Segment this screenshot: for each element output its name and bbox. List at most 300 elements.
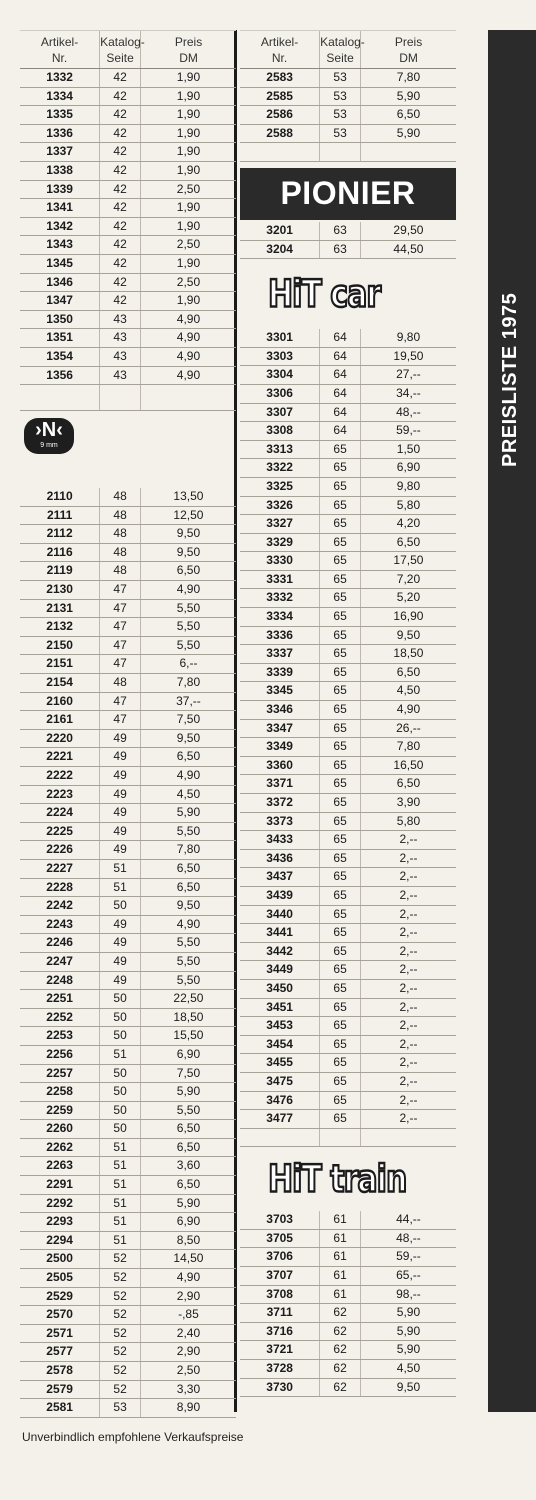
artikel-nr-cell: 1347 (46, 293, 73, 308)
katalog-seite-cell: 49 (99, 804, 140, 822)
preis-dm-cell: 4,50 (360, 1360, 456, 1378)
artikel-nr-cell: 2130 (46, 582, 73, 597)
artikel-nr-cell: 3329 (266, 534, 293, 549)
table-row (20, 1362, 236, 1381)
n-scale-letter: ›N‹ (35, 419, 63, 441)
table-row (240, 720, 456, 739)
katalog-seite-cell: 63 (319, 222, 360, 240)
table-row (20, 329, 236, 348)
katalog-seite-cell: 65 (319, 608, 360, 626)
preis-dm-cell: 3,60 (140, 1157, 236, 1175)
katalog-seite-cell: 65 (319, 924, 360, 942)
preis-dm-cell: 4,90 (140, 367, 236, 385)
preis-dm-cell: 4,90 (140, 348, 236, 366)
artikel-nr-cell: 3441 (266, 925, 293, 940)
table-row (20, 823, 236, 842)
preis-dm-cell: 2,-- (360, 1110, 456, 1128)
preis-dm-cell: 9,50 (140, 730, 236, 748)
katalog-seite-cell: 65 (319, 515, 360, 533)
table-row (240, 943, 456, 962)
artikel-nr-cell: 3301 (266, 330, 293, 345)
table-row (240, 813, 456, 832)
katalog-seite-cell: 49 (99, 841, 140, 859)
table-row (20, 637, 236, 656)
katalog-seite-cell: 49 (99, 786, 140, 804)
table-row (240, 329, 456, 348)
preis-dm-cell: 2,-- (360, 980, 456, 998)
table-row (20, 311, 236, 330)
artikel-nr-cell: 2263 (46, 1158, 73, 1173)
katalog-seite-cell: 51 (99, 1139, 140, 1157)
artikel-nr-cell: 3349 (266, 739, 293, 754)
preis-dm-cell: 5,90 (360, 1304, 456, 1322)
katalog-seite-cell: 63 (319, 241, 360, 259)
katalog-seite-cell: 61 (319, 1230, 360, 1248)
preis-dm-cell: 2,-- (360, 999, 456, 1017)
preis-dm-cell: 4,90 (140, 311, 236, 329)
n-scale-gauge: 9 mm (40, 442, 58, 449)
katalog-seite-cell: 50 (99, 1083, 140, 1101)
preis-dm-cell: 2,-- (360, 1017, 456, 1035)
katalog-seite-cell: 52 (99, 1343, 140, 1361)
header-preis: Preis DM (140, 31, 236, 68)
hit-train-rows (240, 1211, 456, 1397)
table-row (240, 222, 456, 241)
preis-dm-cell: 2,-- (360, 831, 456, 849)
table-row (20, 69, 236, 88)
preis-dm-cell: 7,80 (140, 674, 236, 692)
artikel-nr-cell: 2225 (46, 823, 73, 838)
artikel-nr-cell: 3332 (266, 590, 293, 605)
table-row (240, 1267, 456, 1286)
preis-dm-cell: 18,50 (140, 1009, 236, 1027)
table-row (20, 748, 236, 767)
table-row (240, 999, 456, 1018)
artikel-nr-cell: 3373 (266, 813, 293, 828)
katalog-seite-cell: 42 (99, 88, 140, 106)
preis-dm-cell: 4,90 (360, 701, 456, 719)
table-row (240, 1110, 456, 1129)
preis-dm-cell: 8,90 (140, 1399, 236, 1417)
artikel-nr-cell: 3711 (266, 1305, 293, 1320)
table-row (20, 1195, 236, 1214)
table-row (240, 831, 456, 850)
katalog-seite-cell: 64 (319, 385, 360, 403)
preis-dm-cell: 6,-- (140, 655, 236, 673)
preis-dm-cell: 3,30 (140, 1381, 236, 1399)
artikel-nr-cell: 3708 (266, 1286, 293, 1301)
preis-dm-cell: 5,50 (140, 637, 236, 655)
katalog-seite-cell: 65 (319, 571, 360, 589)
table-row (20, 1399, 236, 1418)
katalog-seite-cell: 61 (319, 1286, 360, 1304)
preis-dm-cell: 1,90 (140, 106, 236, 124)
preis-dm-cell: 12,50 (140, 507, 236, 525)
artikel-nr-cell: 1338 (46, 162, 73, 177)
table-row (240, 478, 456, 497)
table-row (240, 422, 456, 441)
katalog-seite-cell: 65 (319, 645, 360, 663)
artikel-nr-cell: 3728 (266, 1361, 293, 1376)
artikel-nr-cell: 2112 (46, 526, 73, 541)
artikel-nr-cell: 2586 (266, 107, 293, 122)
artikel-nr-cell: 2579 (46, 1381, 73, 1396)
preis-dm-cell: 16,90 (360, 608, 456, 626)
artikel-nr-cell: 2294 (46, 1232, 73, 1247)
table-row (20, 255, 236, 274)
katalog-seite-cell: 65 (319, 478, 360, 496)
artikel-nr-cell: 2578 (46, 1363, 73, 1377)
artikel-nr-cell: 3372 (266, 795, 293, 809)
table-row (20, 953, 236, 972)
preis-dm-cell: 14,50 (140, 1250, 236, 1268)
table-row (20, 711, 236, 730)
preis-dm-cell: 8,50 (140, 1232, 236, 1250)
table-row (20, 1176, 236, 1195)
preis-dm-cell: 4,20 (360, 515, 456, 533)
katalog-seite-cell: 49 (99, 953, 140, 971)
preis-dm-cell: 5,90 (140, 1195, 236, 1213)
artikel-nr-cell: 3451 (266, 999, 293, 1014)
katalog-seite-cell: 42 (99, 181, 140, 199)
preis-dm-cell: 59,-- (360, 422, 456, 440)
preis-dm-cell: 4,90 (140, 767, 236, 785)
preis-dm-cell: 1,90 (140, 255, 236, 273)
katalog-seite-cell: 61 (319, 1248, 360, 1266)
table-row (20, 655, 236, 674)
artikel-nr-cell: 2228 (46, 879, 73, 894)
artikel-nr-cell: 2529 (46, 1288, 73, 1303)
preis-dm-cell: 34,-- (360, 385, 456, 403)
artikel-nr-cell: 1356 (46, 367, 73, 382)
artikel-nr-cell: 2119 (46, 563, 73, 578)
table-row (20, 106, 236, 125)
artikel-nr-cell: 3334 (266, 609, 293, 624)
table-row (240, 1054, 456, 1073)
artikel-nr-cell: 2222 (46, 768, 73, 782)
preis-dm-cell: 6,50 (360, 534, 456, 552)
katalog-seite-cell: 62 (319, 1323, 360, 1341)
artikel-nr-cell: 1351 (46, 330, 73, 345)
table-row (240, 701, 456, 720)
katalog-seite-cell: 42 (99, 199, 140, 217)
table-row (240, 1304, 456, 1323)
katalog-seite-cell: 64 (319, 422, 360, 440)
pionier-logo: PIONIER (240, 168, 456, 220)
artikel-nr-cell: 2151 (46, 656, 73, 671)
preis-dm-cell: 26,-- (360, 720, 456, 738)
preis-dm-cell: 6,50 (140, 748, 236, 766)
artikel-nr-cell: 1334 (46, 88, 73, 103)
table-row (20, 1027, 236, 1046)
katalog-seite-cell: 65 (319, 794, 360, 812)
katalog-seite-cell: 52 (99, 1362, 140, 1380)
preis-dm-cell: 18,50 (360, 645, 456, 663)
preis-dm-cell: 1,90 (140, 69, 236, 87)
katalog-seite-cell: 42 (99, 162, 140, 180)
katalog-seite-cell: 42 (99, 69, 140, 87)
artikel-nr-cell: 2293 (46, 1214, 73, 1229)
preis-dm-cell: 48,-- (360, 1230, 456, 1248)
artikel-nr-cell: 1337 (46, 144, 73, 159)
katalog-seite-cell: 65 (319, 682, 360, 700)
hit-car-rows (240, 329, 456, 1129)
footer-note: Unverbindlich empfohlene Verkaufspreise (22, 1430, 244, 1444)
artikel-nr-cell: 3322 (266, 460, 293, 475)
artikel-nr-cell: 2161 (46, 712, 73, 727)
hit-car-label: HiT car (268, 272, 381, 317)
artikel-nr-cell: 1335 (46, 107, 73, 122)
preis-dm-cell: 7,80 (140, 841, 236, 859)
artikel-nr-cell: 2111 (46, 507, 73, 522)
preis-dm-cell: 15,50 (140, 1027, 236, 1045)
table-row (240, 106, 456, 125)
artikel-nr-cell: 3346 (266, 702, 293, 717)
katalog-seite-cell: 52 (99, 1381, 140, 1399)
preis-dm-cell: 2,90 (140, 1343, 236, 1361)
preis-dm-cell: 7,20 (360, 571, 456, 589)
table-row (240, 645, 456, 664)
katalog-seite-cell: 65 (319, 943, 360, 961)
artikel-nr-cell: 2570 (46, 1307, 73, 1322)
katalog-seite-cell: 47 (99, 600, 140, 618)
katalog-seite-cell: 65 (319, 497, 360, 515)
katalog-seite-cell: 65 (319, 961, 360, 979)
preis-dm-cell: 2,-- (360, 1054, 456, 1072)
table-row (240, 980, 456, 999)
table-row (240, 924, 456, 943)
katalog-seite-cell: 64 (319, 329, 360, 347)
artikel-nr-cell: 2131 (46, 600, 73, 615)
table-row (240, 348, 456, 367)
preis-dm-cell: 9,50 (140, 525, 236, 543)
table-row (20, 181, 236, 200)
hit-train-logo (240, 1147, 456, 1211)
table-row (20, 1232, 236, 1251)
table-row (240, 738, 456, 757)
table-row (240, 1211, 456, 1230)
preis-dm-cell: 5,50 (140, 953, 236, 971)
preis-dm-cell: 6,50 (140, 1120, 236, 1138)
preis-dm-cell: 2,-- (360, 850, 456, 868)
preis-dm-cell: 44,-- (360, 1211, 456, 1229)
preis-dm-cell: 65,-- (360, 1267, 456, 1285)
artikel-nr-cell: 2291 (46, 1177, 73, 1192)
katalog-seite-cell: 52 (99, 1288, 140, 1306)
preis-dm-cell: 4,90 (140, 329, 236, 347)
artikel-nr-cell: 3360 (266, 757, 293, 772)
katalog-seite-cell: 47 (99, 693, 140, 711)
preis-dm-cell: 27,-- (360, 366, 456, 384)
preis-dm-cell: 6,50 (140, 1176, 236, 1194)
artikel-nr-cell: 2224 (46, 805, 73, 820)
table-row (240, 1230, 456, 1249)
artikel-nr-cell: 2110 (46, 489, 73, 504)
table-row (20, 367, 236, 386)
artikel-nr-cell: 2132 (46, 619, 73, 634)
table-row (240, 627, 456, 646)
katalog-seite-cell: 52 (99, 1325, 140, 1343)
katalog-seite-cell: 48 (99, 674, 140, 692)
preis-dm-cell: 5,80 (360, 813, 456, 831)
header-artikel: Artikel- Nr. (260, 35, 299, 65)
table-row (240, 664, 456, 683)
artikel-nr-cell: 3345 (266, 683, 293, 698)
katalog-seite-cell: 43 (99, 329, 140, 347)
artikel-nr-cell: 3201 (266, 222, 293, 237)
katalog-seite-cell: 48 (99, 507, 140, 525)
katalog-seite-cell: 51 (99, 1195, 140, 1213)
preis-dm-cell: 5,50 (140, 972, 236, 990)
table-row (20, 1139, 236, 1158)
katalog-seite-cell: 62 (319, 1379, 360, 1397)
table-row (20, 488, 236, 507)
artikel-nr-cell: 3449 (266, 962, 293, 977)
artikel-nr-cell: 3433 (266, 832, 293, 847)
preis-dm-cell: 2,-- (360, 1073, 456, 1091)
table-row (20, 274, 236, 293)
artikel-nr-cell: 2292 (46, 1195, 73, 1210)
table-row (240, 1341, 456, 1360)
artikel-nr-cell: 3442 (266, 943, 293, 958)
preis-dm-cell: 6,90 (360, 459, 456, 477)
katalog-seite-cell: 65 (319, 627, 360, 645)
artikel-nr-cell: 2256 (46, 1046, 73, 1061)
preis-dm-cell: 1,90 (140, 125, 236, 143)
katalog-seite-cell: 50 (99, 1009, 140, 1027)
preis-dm-cell: 9,50 (140, 897, 236, 915)
header-preis: Preis DM (360, 31, 456, 68)
preis-dm-cell: 2,-- (360, 1092, 456, 1110)
katalog-seite-cell: 65 (319, 738, 360, 756)
table-row (20, 786, 236, 805)
table-row (20, 292, 236, 311)
artikel-nr-cell: 1342 (46, 218, 73, 233)
left-rows-block-b (20, 488, 236, 1418)
right-rows-block-a (240, 69, 456, 143)
table-row (240, 1092, 456, 1111)
katalog-seite-cell: 65 (319, 757, 360, 775)
table-row (20, 600, 236, 619)
katalog-seite-cell: 50 (99, 1120, 140, 1138)
katalog-seite-cell: 51 (99, 860, 140, 878)
preis-dm-cell: 2,-- (360, 887, 456, 905)
katalog-seite-cell: 53 (99, 1399, 140, 1417)
katalog-seite-cell: 50 (99, 1027, 140, 1045)
table-row (240, 1323, 456, 1342)
artikel-nr-cell: 3721 (266, 1342, 293, 1357)
artikel-nr-cell: 2226 (46, 842, 73, 857)
artikel-nr-cell: 1343 (46, 237, 73, 252)
artikel-nr-cell: 2588 (266, 125, 293, 140)
katalog-seite-cell: 65 (319, 701, 360, 719)
left-price-column (20, 30, 236, 1418)
katalog-seite-cell: 52 (99, 1269, 140, 1287)
table-row (20, 143, 236, 162)
artikel-nr-cell: 2242 (46, 898, 73, 913)
table-row (20, 525, 236, 544)
table-row (20, 1213, 236, 1232)
preis-dm-cell: 1,90 (140, 143, 236, 161)
blank-row (240, 143, 456, 162)
header-artikel: Artikel- Nr. (40, 35, 79, 65)
table-row (240, 125, 456, 144)
preis-dm-cell: 5,50 (140, 600, 236, 618)
katalog-seite-cell: 49 (99, 823, 140, 841)
katalog-seite-cell: 49 (99, 748, 140, 766)
sidebar-title: PREISLISTE 1975 (499, 292, 521, 467)
artikel-nr-cell: 3337 (266, 646, 293, 661)
n-scale-badge (24, 418, 74, 454)
artikel-nr-cell: 2220 (46, 730, 73, 745)
artikel-nr-cell: 3703 (266, 1212, 293, 1227)
katalog-seite-cell: 49 (99, 730, 140, 748)
artikel-nr-cell: 1339 (46, 181, 73, 196)
katalog-seite-cell: 65 (319, 552, 360, 570)
katalog-seite-cell: 49 (99, 916, 140, 934)
artikel-nr-cell: 2262 (46, 1139, 73, 1154)
table-row (240, 1036, 456, 1055)
katalog-seite-cell: 47 (99, 581, 140, 599)
katalog-seite-cell: 49 (99, 934, 140, 952)
table-row (20, 1381, 236, 1400)
table-row (20, 1343, 236, 1362)
artikel-nr-cell: 1332 (46, 70, 73, 84)
artikel-nr-cell: 3326 (266, 497, 293, 512)
preis-dm-cell: 6,50 (140, 562, 236, 580)
artikel-nr-cell: 3476 (266, 1092, 293, 1107)
katalog-seite-cell: 50 (99, 1102, 140, 1120)
preis-dm-cell: 2,90 (140, 1288, 236, 1306)
artikel-nr-cell: 2257 (46, 1065, 73, 1080)
table-row (20, 581, 236, 600)
right-price-column (240, 30, 456, 1397)
katalog-seite-cell: 48 (99, 488, 140, 506)
artikel-nr-cell: 3707 (266, 1268, 293, 1283)
table-row (20, 841, 236, 860)
table-row (240, 682, 456, 701)
table-row (20, 236, 236, 255)
artikel-nr-cell: 3347 (266, 720, 293, 735)
artikel-nr-cell: 2253 (46, 1028, 73, 1043)
artikel-nr-cell: 3716 (266, 1323, 293, 1338)
artikel-nr-cell: 2221 (46, 749, 73, 764)
katalog-seite-cell: 65 (319, 887, 360, 905)
table-row (20, 674, 236, 693)
preis-dm-cell: 5,90 (140, 804, 236, 822)
katalog-seite-cell: 47 (99, 655, 140, 673)
table-row (240, 775, 456, 794)
artikel-nr-cell: 2260 (46, 1121, 73, 1136)
preis-dm-cell: 7,50 (140, 711, 236, 729)
table-row (20, 1120, 236, 1139)
right-table-header (240, 30, 456, 69)
katalog-seite-cell: 43 (99, 367, 140, 385)
preis-dm-cell: 5,50 (140, 618, 236, 636)
preis-dm-cell: 4,50 (360, 682, 456, 700)
table-row (20, 1269, 236, 1288)
katalog-seite-cell: 42 (99, 143, 140, 161)
preis-dm-cell: 2,-- (360, 961, 456, 979)
katalog-seite-cell: 61 (319, 1211, 360, 1229)
katalog-seite-cell: 51 (99, 1046, 140, 1064)
preis-dm-cell: 1,90 (140, 88, 236, 106)
artikel-nr-cell: 1336 (46, 125, 73, 140)
preis-dm-cell: 2,50 (140, 236, 236, 254)
preis-dm-cell: 9,80 (360, 329, 456, 347)
preis-dm-cell: 5,50 (140, 934, 236, 952)
preis-dm-cell: 5,80 (360, 497, 456, 515)
